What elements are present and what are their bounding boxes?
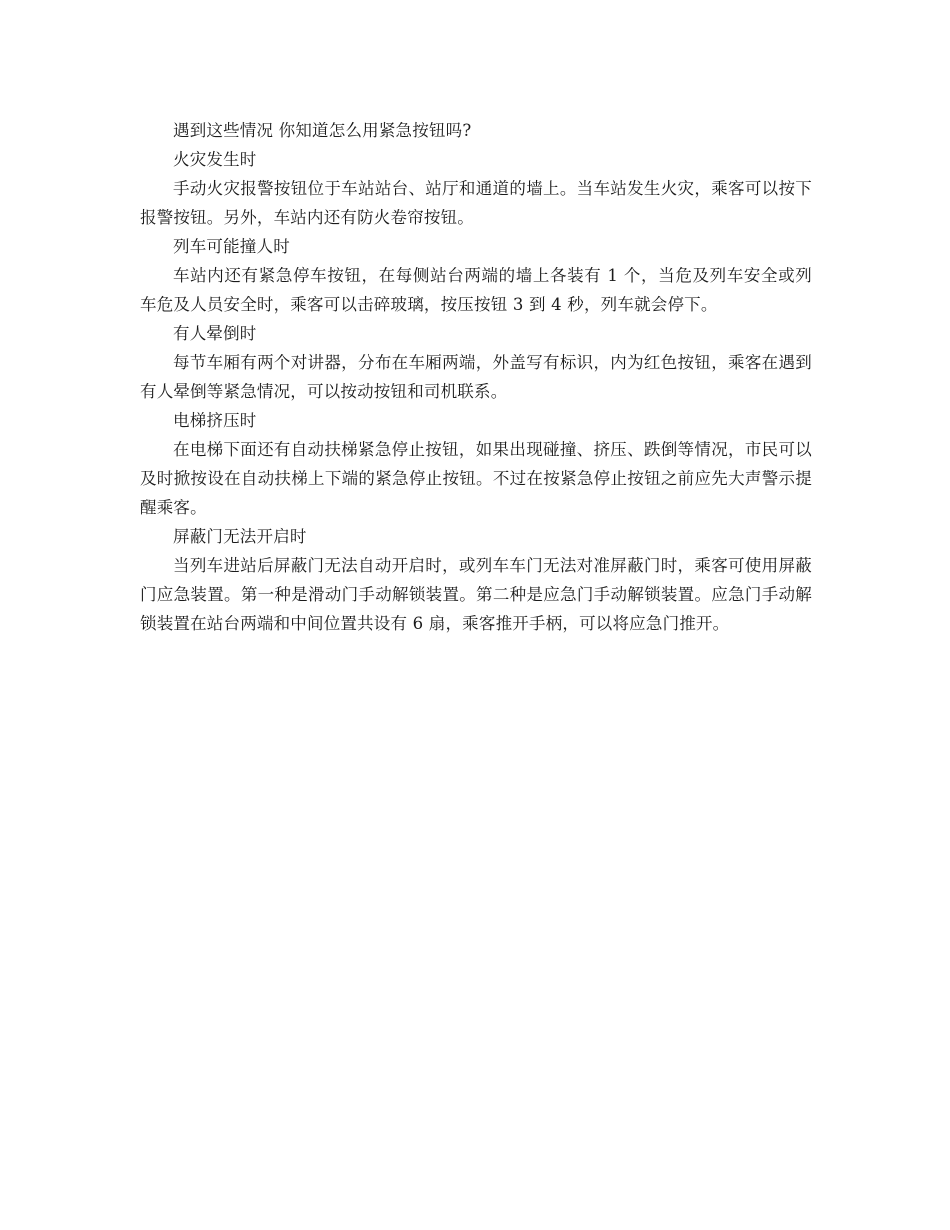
section-body-fire: 手动火灾报警按钮位于车站站台、站厅和通道的墙上。当车站发生火灾，乘客可以按下报警按钮。另外，车站内还有防火卷帘按钮。 <box>140 179 812 227</box>
section-heading-fainting: 有人晕倒时 <box>173 324 257 343</box>
section-heading-screen-door: 屏蔽门无法开启时 <box>173 527 307 546</box>
document-title: 遇到这些情况 你知道怎么用紧急按钮吗? <box>173 121 472 140</box>
section-heading-train-collision: 列车可能撞人时 <box>173 237 290 256</box>
section-heading-fire: 火灾发生时 <box>173 150 257 169</box>
section-body-fainting: 每节车厢有两个对讲器，分布在车厢两端，外盖写有标识，内为红色按钮，乘客在遇到有人晕倒等紧急情况，可以按动按钮和司机联系。 <box>140 353 812 401</box>
section-body-escalator: 在电梯下面还有自动扶梯紧急停止按钮，如果出现碰撞、挤压、跌倒等情况，市民可以及时掀按设在自动扶梯上下端的紧急停止按钮。不过在按紧急停止按钮之前应先大声警示提醒乘客。 <box>140 440 812 517</box>
section-heading-escalator: 电梯挤压时 <box>173 411 257 430</box>
document-page <box>140 116 812 638</box>
section-body-train-collision: 车站内还有紧急停车按钮，在每侧站台两端的墙上各装有 1 个，当危及列车安全或列车危及人员安全时，乘客可以击碎玻璃，按压按钮 3 到 4 秒，列车就会停下。 <box>140 266 812 314</box>
section-body-screen-door: 当列车进站后屏蔽门无法自动开启时，或列车车门无法对准屏蔽门时，乘客可使用屏蔽门应急装置。第一种是滑动门手动解锁装置。第二种是应急门手动解锁装置。应急门手动解锁装置在站台两端和中间位置共设有 6 扇，乘客推开手柄，可以将应急门推开。 <box>140 556 812 633</box>
